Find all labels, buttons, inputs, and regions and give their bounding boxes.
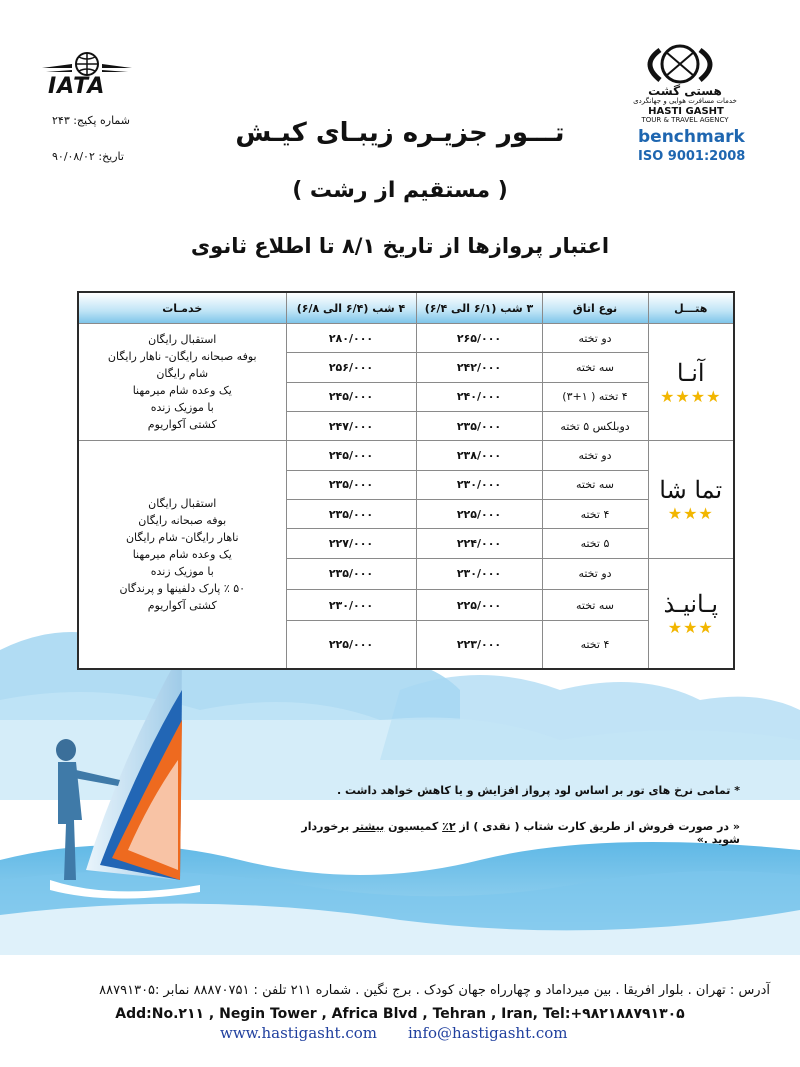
price-three-nights: ۲۲۵/۰۰۰ xyxy=(416,499,542,528)
price-three-nights: ۲۳۰/۰۰۰ xyxy=(416,470,542,499)
price-four-nights: ۲۲۷/۰۰۰ xyxy=(286,529,416,558)
service-item: یک وعده شام میرمهنا xyxy=(132,548,232,562)
price-table xyxy=(77,291,735,670)
email-link[interactable]: info@hastigasht.com xyxy=(408,1024,568,1042)
room-type: ۵ تخته xyxy=(542,529,648,558)
price-three-nights: ۲۴۰/۰۰۰ xyxy=(416,382,542,411)
price-three-nights: ۲۳۵/۰۰۰ xyxy=(416,411,542,440)
service-item: بوفه صبحانه رایگان xyxy=(138,514,227,528)
room-type: ۴ تخته ( ۱+۳) xyxy=(542,382,648,411)
service-item: شام رایگان xyxy=(156,367,209,381)
hotel-cell-tamasha xyxy=(648,441,734,558)
service-item: با موزیک زنده xyxy=(150,401,214,415)
room-type: ۴ تخته xyxy=(542,621,648,669)
note-text: برخوردار شوید .» xyxy=(301,820,740,846)
price-three-nights: ۲۲۳/۰۰۰ xyxy=(416,621,542,669)
room-type: دوبلکس ۵ تخته xyxy=(542,411,648,440)
header-four-nights: ۴ شب (۶/۴ الی ۶/۸) xyxy=(286,292,416,324)
hotel-stars: ★★★★ xyxy=(660,386,722,406)
service-item: کشتی آکواریوم xyxy=(147,599,217,613)
price-three-nights: ۲۲۴/۰۰۰ xyxy=(416,529,542,558)
room-type: دو تخته xyxy=(542,558,648,589)
note-text: کمیسیون xyxy=(384,820,443,833)
header-three-nights: ۳ شب (۶/۱ الی ۶/۴) xyxy=(416,292,542,324)
service-item: بوفه صبحانه رایگان- ناهار رایگان xyxy=(107,350,257,364)
header-services: خدمـات xyxy=(78,292,286,324)
note-percent: ۲٪ xyxy=(442,820,456,833)
page-subtitle: ( مستقیم از رشت ) xyxy=(292,178,508,203)
price-four-nights: ۲۵۶/۰۰۰ xyxy=(286,353,416,382)
hotel-name: پـانیـذ xyxy=(663,589,719,618)
room-type: دو تخته xyxy=(542,441,648,470)
service-item: استقبال رایگان xyxy=(148,333,217,347)
services-cell-tamasha xyxy=(78,441,286,669)
price-four-nights: ۲۲۵/۰۰۰ xyxy=(286,621,416,669)
service-item: با موزیک زنده xyxy=(150,565,214,579)
room-type: دو تخته xyxy=(542,324,648,353)
header-hotel: هتـــل xyxy=(648,292,734,324)
price-three-nights: ۲۳۸/۰۰۰ xyxy=(416,441,542,470)
address-fa: آدرس : تهران . بلوار افریقا . بین میرداماد و چهارراه جهان کودک . برج نگین . شماره ۲۱۱ تلفن : ۸۸۸۷۰۷۵۱ نمابر :۸۸۷۹۱۳۰۵ xyxy=(99,983,770,998)
table-row xyxy=(78,441,734,470)
package-date: تاریخ: ۹۰/۰۸/۰۲ xyxy=(52,150,124,163)
agency-name-fa: هستی گشت xyxy=(648,84,722,98)
website-link[interactable]: www.hastigasht.com xyxy=(220,1024,377,1042)
address-en: Add:No.۲۱۱ , Negin Tower , Africa Blvd , Tehran , Iran, Tel:+۹۸۲۱۸۸۷۹۱۳۰۵ xyxy=(115,1006,685,1022)
hotel-cell-paniz xyxy=(648,558,734,669)
room-type: سه تخته xyxy=(542,353,648,382)
note-text: « در صورت فروش از طریق کارت شتاب ( نقدی ) از xyxy=(455,820,740,833)
price-three-nights: ۲۴۲/۰۰۰ xyxy=(416,353,542,382)
price-four-nights: ۲۳۵/۰۰۰ xyxy=(286,470,416,499)
hotel-cell-ana xyxy=(648,324,734,441)
service-item: کشتی آکواریوم xyxy=(147,418,217,432)
hotel-name: تما شا xyxy=(659,475,723,504)
price-four-nights: ۲۴۵/۰۰۰ xyxy=(286,441,416,470)
header-room-type: نوع اتاق xyxy=(542,292,648,324)
hotel-stars: ★★★ xyxy=(667,503,714,523)
table-header-row xyxy=(78,292,734,324)
price-three-nights: ۲۲۵/۰۰۰ xyxy=(416,589,542,620)
agency-subtitle-en: TOUR & TRAVEL AGENCY xyxy=(641,116,729,124)
price-three-nights: ۲۳۰/۰۰۰ xyxy=(416,558,542,589)
agency-name-en: HASTI GASHT xyxy=(648,106,724,117)
room-type: ۴ تخته xyxy=(542,499,648,528)
price-four-nights: ۲۳۰/۰۰۰ xyxy=(286,589,416,620)
hotel-stars: ★★★ xyxy=(667,617,714,637)
validity-notice: اعتبار پروازها از تاریخ ۸/۱ تا اطلاع ثانوی xyxy=(190,234,610,258)
price-four-nights: ۲۳۵/۰۰۰ xyxy=(286,499,416,528)
room-type: سه تخته xyxy=(542,470,648,499)
service-item: استقبال رایگان xyxy=(148,497,217,511)
service-item: ۵۰ ٪ پارک دلفینها و پرندگان xyxy=(119,582,246,596)
agency-subtitle-fa: خدمات مسافرت هوایی و جهانگردی xyxy=(633,97,737,105)
package-number: شماره پکیج: ۲۴۳ xyxy=(52,114,130,127)
room-type: سه تخته xyxy=(542,589,648,620)
price-four-nights: ۲۴۷/۰۰۰ xyxy=(286,411,416,440)
price-four-nights: ۲۸۰/۰۰۰ xyxy=(286,324,416,353)
service-item: یک وعده شام میرمهنا xyxy=(132,384,232,398)
note-more: بیشتر xyxy=(353,820,385,833)
table-row xyxy=(78,324,734,353)
price-four-nights: ۲۳۵/۰۰۰ xyxy=(286,558,416,589)
services-cell-ana xyxy=(78,324,286,441)
price-note: * تمامی نرخ های تور بر اساس لود پرواز افزایش و یا کاهش خواهد داشت . xyxy=(336,784,740,797)
commission-note xyxy=(280,820,740,846)
hotel-name: آنـا xyxy=(676,358,705,387)
page-title: تـــور جزیـره زیبـای کیـش xyxy=(235,118,565,148)
price-three-nights: ۲۶۵/۰۰۰ xyxy=(416,324,542,353)
iso-certification: ISO 9001:2008 xyxy=(638,149,746,164)
price-four-nights: ۲۴۵/۰۰۰ xyxy=(286,382,416,411)
service-item: ناهار رایگان- شام رایگان xyxy=(125,531,239,545)
benchmark-logo: benchmark xyxy=(638,127,745,147)
iata-logo-text: IATA xyxy=(48,74,106,99)
